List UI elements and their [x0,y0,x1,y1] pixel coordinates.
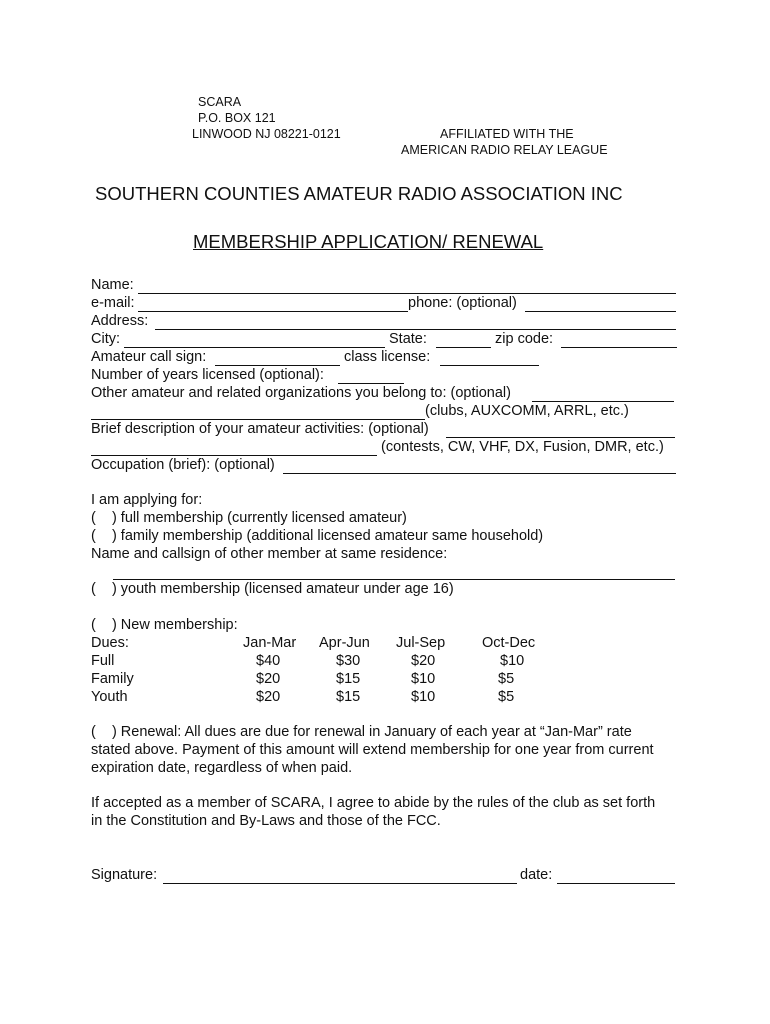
dues-row-label: Family [91,671,134,687]
occupation-label: Occupation (brief): (optional) [91,457,275,473]
dues-cell: $30 [336,653,361,669]
date-field[interactable] [557,883,675,884]
youth-membership-option[interactable]: ( ) youth membership (licensed amateur under age 16) [91,581,454,597]
dues-cell: $15 [336,689,361,705]
dues-cell: $20 [256,689,281,705]
name-field[interactable] [138,293,676,294]
signature-field[interactable] [163,883,517,884]
address-field[interactable] [155,329,676,330]
name-label: Name: [91,277,134,293]
dues-row-label: Full [91,653,115,669]
same-residence-field[interactable] [113,579,675,580]
org-short-name: SCARA [198,95,242,109]
city-label: City: [91,331,120,347]
page-subtitle: MEMBERSHIP APPLICATION/ RENEWAL [193,231,544,252]
affiliation-line-1: AFFILIATED WITH THE [440,127,574,141]
years-label: Number of years licensed (optional): [91,367,324,383]
state-label: State: [389,331,427,347]
family-membership-option[interactable]: ( ) family membership (additional licensed amateur same household) [91,528,544,544]
affiliation-line-2: AMERICAN RADIO RELAY LEAGUE [401,143,608,157]
signature-label: Signature: [91,867,158,883]
renewal-option[interactable]: ( ) Renewal: All dues are due for renewal in January of each year at “Jan-Mar” rate [91,724,632,740]
zip-field[interactable] [561,347,677,348]
activities-hint: (contests, CW, VHF, DX, Fusion, DMR, etc.) [381,439,664,455]
dues-quarter-header: Jan-Mar [243,635,297,651]
other-orgs-hint: (clubs, AUXCOMM, ARRL, etc.) [425,403,629,419]
other-orgs-field[interactable] [532,401,674,402]
city-line: LINWOOD NJ 08221-0121 [192,127,341,141]
dues-cell: $5 [498,689,515,705]
state-field[interactable] [436,347,491,348]
city-field[interactable] [124,347,385,348]
class-field[interactable] [440,365,539,366]
dues-cell: $10 [500,653,525,669]
occupation-field[interactable] [283,473,676,474]
other-orgs-field-2[interactable] [91,419,425,420]
address-label: Address: [91,313,149,329]
class-label: class license: [344,349,431,365]
activities-field[interactable] [446,437,675,438]
new-membership-option[interactable]: ( ) New membership: [91,617,238,633]
zip-label: zip code: [495,331,554,347]
agreement-line-1: If accepted as a member of SCARA, I agree to abide by the rules of the club as set forth [91,795,656,811]
applying-heading: I am applying for: [91,492,203,508]
dues-cell: $10 [411,689,436,705]
dues-cell: $20 [411,653,436,669]
email-field[interactable] [138,311,408,312]
activities-label: Brief description of your amateur activities: (optional) [91,421,429,437]
activities-field-2[interactable] [91,455,377,456]
email-label: e-mail: [91,295,135,311]
other-orgs-label: Other amateur and related organizations you belong to: (optional) [91,385,511,401]
dues-quarter-header: Apr-Jun [319,635,370,651]
renewal-text-line-2: stated above. Payment of this amount will extend membership for one year from current [91,742,654,758]
dues-quarter-header: Oct-Dec [482,635,536,651]
same-residence-label: Name and callsign of other member at same residence: [91,546,448,562]
callsign-label: Amateur call sign: [91,349,207,365]
page-title: SOUTHERN COUNTIES AMATEUR RADIO ASSOCIATION INC [95,183,623,204]
dues-cell: $20 [256,671,281,687]
full-membership-option[interactable]: ( ) full membership (currently licensed amateur) [91,510,407,526]
dues-cell: $40 [256,653,281,669]
callsign-field[interactable] [215,365,340,366]
years-field[interactable] [338,383,404,384]
po-box: P.O. BOX 121 [198,111,276,125]
dues-cell: $15 [336,671,361,687]
date-label: date: [520,867,553,883]
agreement-line-2: in the Constitution and By-Laws and those of the FCC. [91,813,441,829]
renewal-text-line-3: expiration date, regardless of when paid. [91,760,353,776]
phone-field[interactable] [525,311,676,312]
dues-cell: $10 [411,671,436,687]
dues-quarter-header: Jul-Sep [396,635,446,651]
dues-cell: $5 [498,671,515,687]
phone-label: phone: (optional) [408,295,517,311]
dues-row-label: Youth [91,689,128,705]
dues-label: Dues: [91,635,129,651]
